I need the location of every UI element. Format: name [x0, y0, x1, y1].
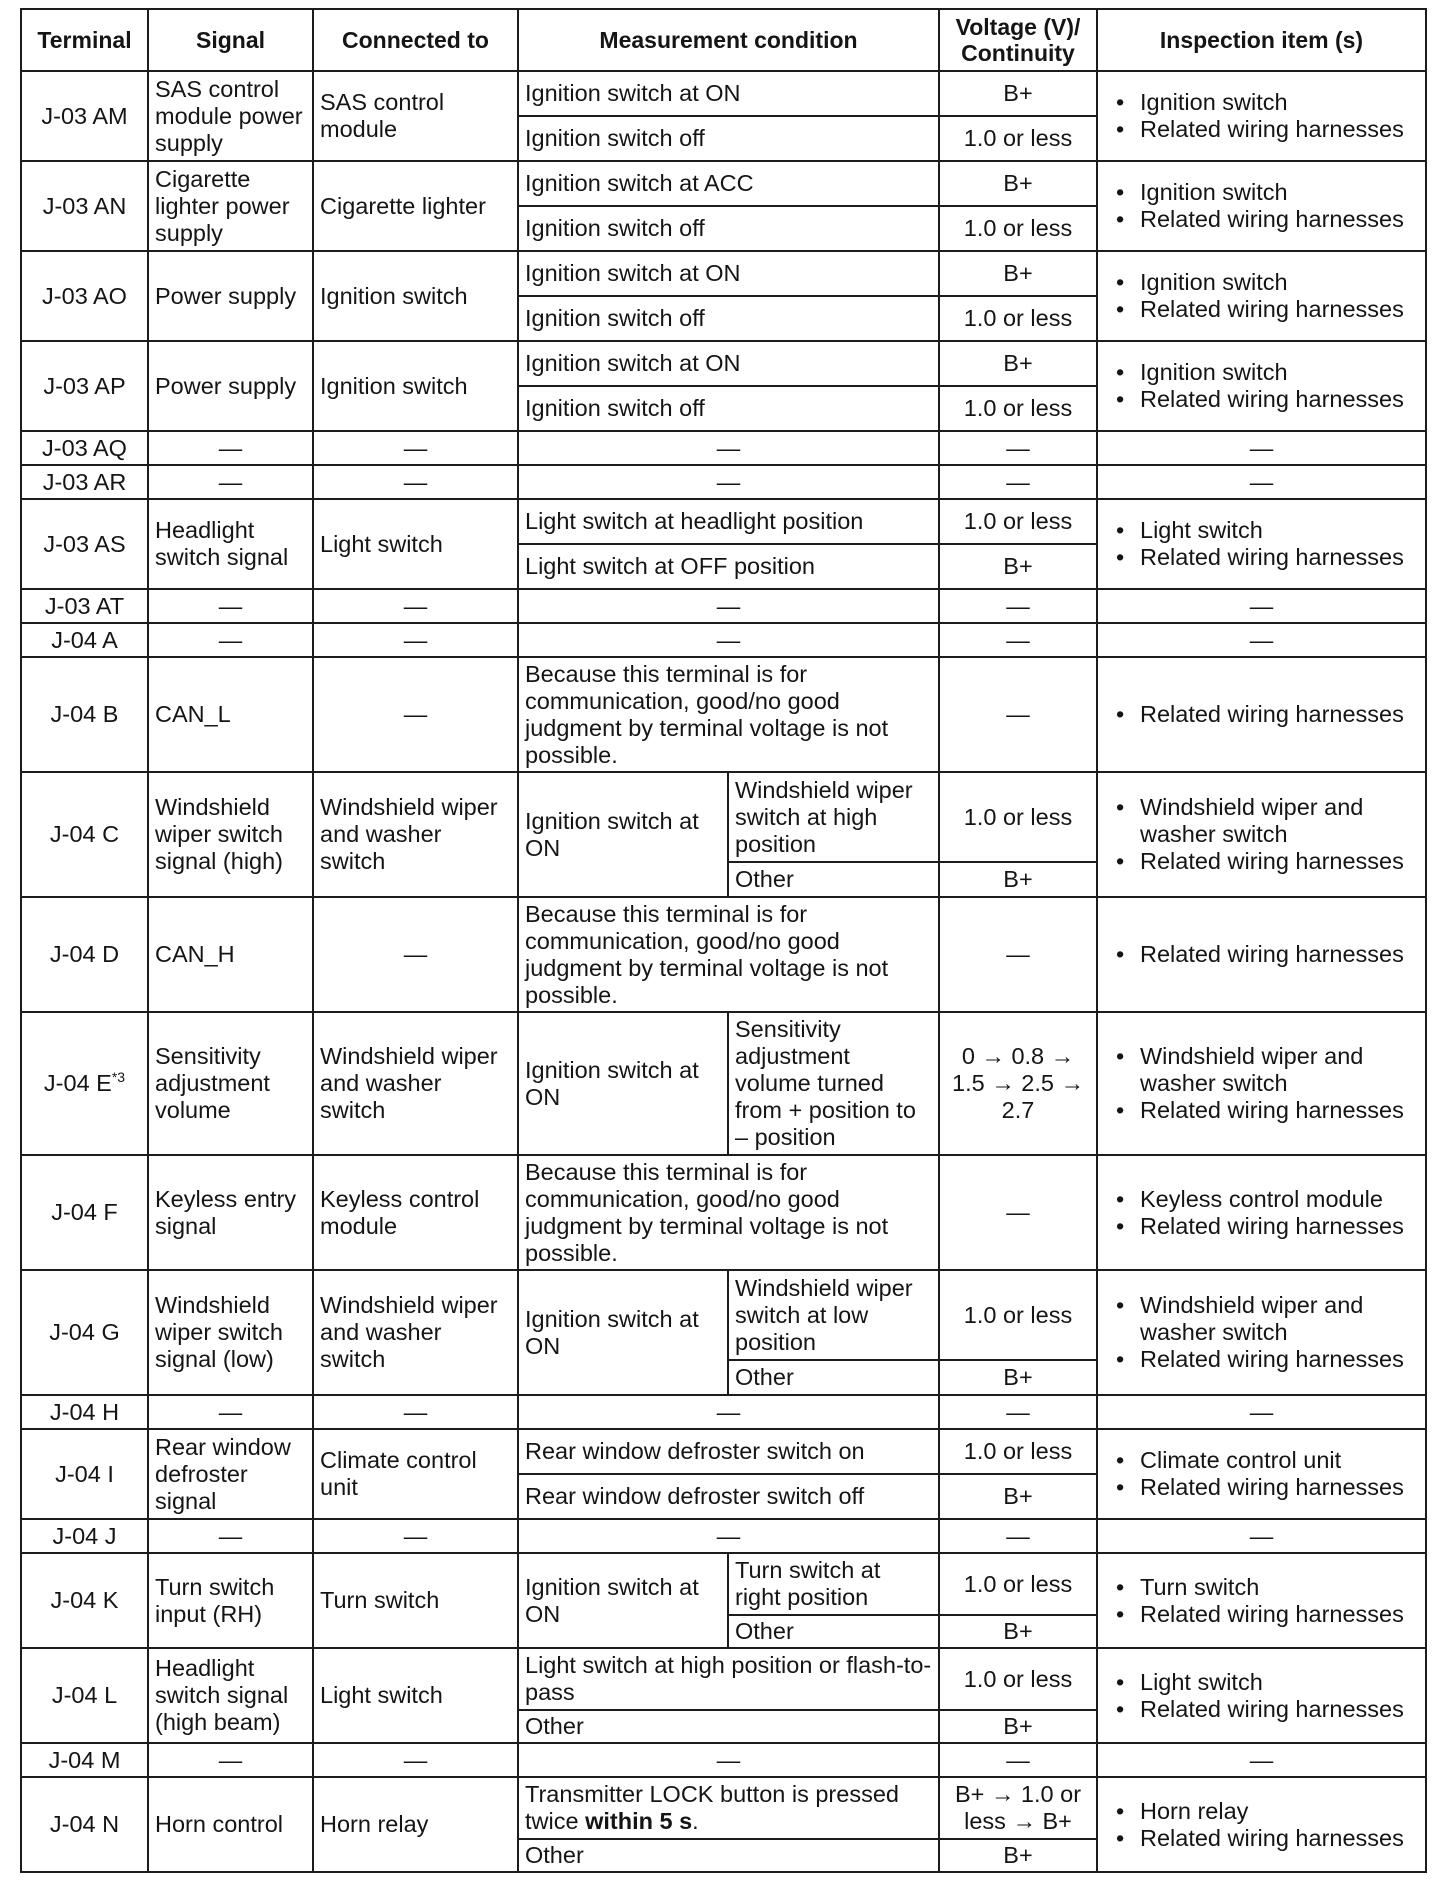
voltage-cell: 1.0 or less — [939, 296, 1097, 341]
bullet: • — [1116, 1447, 1125, 1473]
empty-dash — [518, 431, 939, 465]
table-row — [21, 431, 1426, 465]
bullet: • — [1116, 359, 1125, 385]
sub-condition-cell: Other — [728, 862, 939, 897]
table-row — [21, 1743, 1426, 1777]
table-row — [21, 657, 1426, 772]
condition-cell: Other — [518, 1839, 939, 1872]
terminal-cell: J-03 AN — [21, 161, 148, 251]
dash-mark: — — [218, 626, 243, 653]
empty-dash — [1097, 1519, 1426, 1553]
bullet: • — [1116, 1346, 1125, 1372]
voltage-cell: B+ — [939, 862, 1097, 897]
bullet: • — [1116, 1573, 1125, 1600]
terminal-cell: J-04 F — [21, 1155, 148, 1270]
inspection-cell: • Related wiring harnesses — [1097, 657, 1426, 772]
dash-mark: — — [1249, 434, 1274, 461]
signal-cell: Rear window defroster signal — [148, 1429, 313, 1519]
voltage-cell: 1.0 or less — [939, 499, 1097, 544]
dash-mark: — — [1006, 1398, 1030, 1425]
empty-dash — [313, 1519, 518, 1553]
empty-dash — [518, 465, 939, 499]
empty-dash — [939, 657, 1097, 772]
empty-dash — [1097, 431, 1426, 465]
connected-to-cell: SAS control module — [313, 71, 518, 161]
dash-mark: — — [1006, 468, 1030, 495]
sub-condition-cell: Windshield wiper switch at high position — [728, 772, 939, 862]
terminal-cell: J-03 AO — [21, 251, 148, 341]
signal-cell: Windshield wiper switch signal (high) — [148, 772, 313, 897]
bullet: • — [1116, 1668, 1125, 1695]
condition-cell: Rear window defroster switch on — [518, 1429, 939, 1474]
empty-dash — [1097, 1743, 1426, 1777]
inspection-cell: • Windshield wiper and washer switch • Related wiring harnesses — [1097, 1012, 1426, 1155]
table-row — [21, 1777, 1426, 1839]
terminal-cell: J-04 H — [21, 1395, 148, 1429]
table-row — [21, 1012, 1426, 1155]
terminal-cell: J-04 M — [21, 1743, 148, 1777]
bullet: • — [1116, 89, 1125, 115]
dash-mark: — — [1006, 1199, 1030, 1225]
connected-to-cell: Horn relay — [313, 1777, 518, 1872]
table-row — [21, 499, 1426, 544]
connected-to-cell: Ignition switch — [313, 251, 518, 341]
table-row — [21, 1155, 1426, 1270]
condition-cell: Ignition switch at ON — [518, 71, 939, 116]
voltage-cell: 1.0 or less — [939, 1270, 1097, 1360]
signal-cell: CAN_L — [148, 657, 313, 772]
signal-cell: Sensitivity adjustment volume — [148, 1012, 313, 1155]
bullet: • — [1116, 116, 1125, 142]
terminal-cell: J-03 AT — [21, 589, 148, 623]
bullet: • — [1116, 1824, 1125, 1851]
table-row — [21, 1270, 1426, 1360]
dash-mark: — — [1006, 1522, 1030, 1549]
signal-cell: Power supply — [148, 341, 313, 431]
table-row — [21, 589, 1426, 623]
dash-mark: — — [403, 434, 428, 461]
terminal-cell: J-04 N — [21, 1777, 148, 1872]
voltage-cell: 1.0 or less — [939, 1553, 1097, 1615]
bullet: • — [1116, 269, 1125, 295]
condition-cell: Because this terminal is for communication, good/no good judgment by terminal voltage is not possible. — [518, 897, 939, 1012]
table-row — [21, 772, 1426, 862]
condition-cell: Light switch at OFF position — [518, 544, 939, 589]
dash-mark: — — [716, 626, 741, 653]
dash-mark: — — [1249, 1746, 1274, 1773]
terminal-cell: J-04 $E^{*3}$ — [21, 1012, 148, 1155]
terminal-cell: J-04 J — [21, 1519, 148, 1553]
signal-cell: Windshield wiper switch signal (low) — [148, 1270, 313, 1395]
inspection-cell: • Windshield wiper and washer switch • Related wiring harnesses — [1097, 772, 1426, 897]
header-signal: Signal — [148, 9, 313, 71]
empty-dash — [939, 431, 1097, 465]
header-connected-to: Connected to — [313, 9, 518, 71]
connected-to-cell: Windshield wiper and washer switch — [313, 1012, 518, 1155]
table-row — [21, 341, 1426, 386]
empty-dash — [148, 1743, 313, 1777]
dash-mark: — — [218, 1398, 243, 1425]
condition-cell: Because this terminal is for communication, good/no good judgment by terminal voltage is not possible. — [518, 1155, 939, 1270]
voltage-cell: B+ — [939, 544, 1097, 589]
empty-dash — [148, 465, 313, 499]
table-row — [21, 1395, 1426, 1429]
terminal-inspection-table — [20, 8, 1427, 1873]
bullet: • — [1116, 1292, 1125, 1318]
connected-to-cell: Climate control unit — [313, 1429, 518, 1519]
table-row — [21, 161, 1426, 206]
bullet: • — [1116, 1797, 1125, 1824]
empty-dash — [939, 1395, 1097, 1429]
footnote-marker: *3 — [111, 1069, 126, 1086]
condition-cell: Ignition switch off — [518, 206, 939, 251]
terminal-cell: J-03 AP — [21, 341, 148, 431]
bullet: • — [1116, 1212, 1125, 1239]
connected-to-cell: Windshield wiper and washer switch — [313, 1270, 518, 1395]
condition-cell: Ignition switch at ON — [518, 772, 728, 897]
voltage-cell: 1.0 or less — [939, 772, 1097, 862]
table-row — [21, 623, 1426, 657]
voltage-cell: 1.0 or less — [939, 1648, 1097, 1710]
sub-condition-cell: Turn switch at right position — [728, 1553, 939, 1615]
empty-dash — [313, 1743, 518, 1777]
inspection-cell: • Ignition switch • Related wiring harnesses — [1097, 341, 1426, 431]
bullet: • — [1116, 1474, 1125, 1500]
dash-mark: — — [716, 434, 741, 461]
bullet: • — [1116, 848, 1125, 874]
condition-cell: Ignition switch off — [518, 386, 939, 431]
empty-dash — [939, 897, 1097, 1012]
terminal-cell: J-04 I — [21, 1429, 148, 1519]
connected-to-cell: Keyless control module — [313, 1155, 518, 1270]
voltage-cell: B+ — [939, 1360, 1097, 1395]
signal-cell: Keyless entry signal — [148, 1155, 313, 1270]
connected-to-cell: Ignition switch — [313, 341, 518, 431]
signal-cell: CAN_H — [148, 897, 313, 1012]
signal-cell: Headlight switch signal (high beam) — [148, 1648, 313, 1743]
dash-mark: — — [218, 434, 243, 461]
empty-dash — [148, 589, 313, 623]
dash-mark: — — [1249, 1522, 1274, 1549]
terminal-cell: J-03 AQ — [21, 431, 148, 465]
table-row — [21, 897, 1426, 1012]
voltage-cell: B+ — [939, 251, 1097, 296]
empty-dash — [148, 431, 313, 465]
connected-to-cell: Turn switch — [313, 1553, 518, 1648]
voltage-cell: B+ — [939, 1474, 1097, 1519]
dash-mark: — — [716, 592, 741, 619]
connected-to-cell: Light switch — [313, 499, 518, 589]
dash-mark: — — [1249, 468, 1274, 495]
connected-to-cell: Cigarette lighter — [313, 161, 518, 251]
connected-to-cell: Light switch — [313, 1648, 518, 1743]
dash-mark: — — [218, 1522, 243, 1549]
inspection-cell: • Climate control unit • Related wiring harnesses — [1097, 1429, 1426, 1519]
dash-mark: — — [403, 626, 428, 653]
header-row — [21, 9, 1426, 71]
empty-dash — [939, 1519, 1097, 1553]
signal-cell: Cigarette lighter power supply — [148, 161, 313, 251]
voltage-cell: B+ — [939, 1710, 1097, 1743]
voltage-cell: B+ — [939, 71, 1097, 116]
inspection-cell: • Windshield wiper and washer switch • Related wiring harnesses — [1097, 1270, 1426, 1395]
dash-mark: — — [403, 1746, 428, 1773]
empty-dash — [939, 1743, 1097, 1777]
empty-dash — [939, 623, 1097, 657]
bullet: • — [1116, 206, 1125, 232]
condition-cell: Ignition switch off — [518, 116, 939, 161]
bullet: • — [1116, 1600, 1125, 1627]
dash-mark: — — [403, 468, 428, 495]
condition-cell: Ignition switch at ON — [518, 1012, 728, 1155]
bullet: • — [1116, 179, 1125, 205]
condition-cell: Light switch at high position or flash-to-pass — [518, 1648, 939, 1710]
bullet: • — [1116, 1695, 1125, 1722]
signal-cell: Headlight switch signal — [148, 499, 313, 589]
dash-mark: — — [218, 468, 243, 495]
empty-dash — [313, 1395, 518, 1429]
voltage-cell: 0 → 0.8 → 1.5 → 2.5 → 2.7 — [939, 1012, 1097, 1155]
table-row — [21, 1648, 1426, 1710]
condition-cell: Ignition switch off — [518, 296, 939, 341]
bullet: • — [1116, 296, 1125, 322]
terminal-cell: J-04 B — [21, 657, 148, 772]
terminal-cell: J-03 AR — [21, 465, 148, 499]
empty-dash — [518, 589, 939, 623]
dash-mark: — — [1006, 1746, 1030, 1773]
bullet: • — [1116, 701, 1125, 727]
empty-dash — [939, 589, 1097, 623]
inspection-cell: • Horn relay • Related wiring harnesses — [1097, 1777, 1426, 1872]
sub-condition-cell: Other — [728, 1360, 939, 1395]
voltage-cell: B+ — [939, 1615, 1097, 1648]
bullet: • — [1116, 386, 1125, 412]
condition-cell: Ignition switch at ON — [518, 1553, 728, 1648]
inspection-cell: • Turn switch • Related wiring harnesses — [1097, 1553, 1426, 1648]
voltage-cell: 1.0 or less — [939, 1429, 1097, 1474]
empty-dash — [313, 431, 518, 465]
bullet: • — [1116, 1185, 1125, 1212]
dash-mark: — — [403, 941, 428, 967]
dash-mark: — — [1249, 592, 1274, 619]
condition-cell: Ignition switch at ACC — [518, 161, 939, 206]
dash-mark: — — [1006, 941, 1030, 967]
terminal-cell: J-04 D — [21, 897, 148, 1012]
empty-dash — [518, 1395, 939, 1429]
dash-mark: — — [403, 701, 428, 727]
table-row — [21, 465, 1426, 499]
signal-cell: Turn switch input (RH) — [148, 1553, 313, 1648]
dash-mark: — — [218, 592, 243, 619]
inspection-cell: • Keyless control module • Related wiring harnesses — [1097, 1155, 1426, 1270]
condition-cell: Rear window defroster switch off — [518, 1474, 939, 1519]
dash-mark: — — [1249, 1398, 1274, 1425]
condition-cell: Light switch at headlight position — [518, 499, 939, 544]
bullet: • — [1116, 1043, 1125, 1069]
condition-cell: Ignition switch at ON — [518, 1270, 728, 1395]
connected-to-cell: Windshield wiper and washer switch — [313, 772, 518, 897]
header-inspection-items: Inspection item (s) — [1097, 9, 1426, 71]
empty-dash — [148, 1395, 313, 1429]
voltage-cell: B+ — [939, 341, 1097, 386]
voltage-cell: 1.0 or less — [939, 206, 1097, 251]
terminal-cell: J-04 G — [21, 1270, 148, 1395]
header-voltage-continuity: Voltage (V)/ Continuity — [939, 9, 1097, 71]
dash-mark: — — [218, 1746, 243, 1773]
dash-mark: — — [1006, 701, 1030, 727]
empty-dash — [518, 1743, 939, 1777]
sub-condition-cell: Windshield wiper switch at low position — [728, 1270, 939, 1360]
dash-mark: — — [716, 1522, 741, 1549]
empty-dash — [939, 1155, 1097, 1270]
condition-cell: Ignition switch at ON — [518, 341, 939, 386]
bullet: • — [1116, 544, 1125, 570]
empty-dash — [1097, 1395, 1426, 1429]
dash-mark: — — [716, 468, 741, 495]
inspection-cell: • Ignition switch • Related wiring harnesses — [1097, 71, 1426, 161]
dash-mark: — — [403, 1522, 428, 1549]
empty-dash — [1097, 465, 1426, 499]
empty-dash — [313, 465, 518, 499]
bullet: • — [1116, 1097, 1125, 1123]
inspection-cell: • Ignition switch • Related wiring harnesses — [1097, 251, 1426, 341]
voltage-cell: B+ → 1.0 or less → B+ — [939, 1777, 1097, 1839]
empty-dash — [148, 1519, 313, 1553]
voltage-cell: 1.0 or less — [939, 116, 1097, 161]
terminal-cell: J-04 L — [21, 1648, 148, 1743]
voltage-cell: 1.0 or less — [939, 386, 1097, 431]
inspection-cell: • Related wiring harnesses — [1097, 897, 1426, 1012]
empty-dash — [313, 897, 518, 1012]
condition-cell: Because this terminal is for communication, good/no good judgment by terminal voltage is not possible. — [518, 657, 939, 772]
inspection-cell: • Light switch • Related wiring harnesses — [1097, 1648, 1426, 1743]
signal-cell: Horn control — [148, 1777, 313, 1872]
signal-cell: Power supply — [148, 251, 313, 341]
terminal-inspection-table-page — [20, 8, 1425, 1873]
empty-dash — [939, 465, 1097, 499]
bullet: • — [1116, 941, 1125, 967]
dash-mark: — — [403, 1398, 428, 1425]
sub-condition-cell: Sensitivity adjustment volume turned from + position to – position — [728, 1012, 939, 1155]
empty-dash — [313, 657, 518, 772]
empty-dash — [313, 623, 518, 657]
empty-dash — [518, 1519, 939, 1553]
sub-condition-cell: Other — [728, 1615, 939, 1648]
bullet: • — [1116, 794, 1125, 820]
bullet: • — [1116, 517, 1125, 543]
inspection-cell: • Light switch • Related wiring harnesses — [1097, 499, 1426, 589]
terminal-cell: J-04 K — [21, 1553, 148, 1648]
dash-mark: — — [1006, 592, 1030, 619]
header-terminal: Terminal — [21, 9, 148, 71]
terminal-cell: J-03 AS — [21, 499, 148, 589]
empty-dash — [1097, 589, 1426, 623]
table-row — [21, 251, 1426, 296]
dash-mark: — — [1249, 626, 1274, 653]
voltage-cell: B+ — [939, 161, 1097, 206]
empty-dash — [313, 589, 518, 623]
dash-mark: — — [716, 1746, 741, 1773]
table-row — [21, 1429, 1426, 1474]
dash-mark: — — [403, 592, 428, 619]
empty-dash — [1097, 623, 1426, 657]
condition-cell: Transmitter LOCK button is pressed twice within 5 s. — [518, 1777, 939, 1839]
dash-mark: — — [716, 1398, 741, 1425]
table-row — [21, 1519, 1426, 1553]
table-row — [21, 71, 1426, 116]
voltage-cell: B+ — [939, 1839, 1097, 1872]
terminal-cell: J-04 A — [21, 623, 148, 657]
signal-cell: SAS control module power supply — [148, 71, 313, 161]
condition-cell: Other — [518, 1710, 939, 1743]
empty-dash — [518, 623, 939, 657]
header-measurement-condition: Measurement condition — [518, 9, 939, 71]
dash-mark: — — [1006, 626, 1030, 653]
terminal-cell: J-04 C — [21, 772, 148, 897]
table-row — [21, 1553, 1426, 1615]
empty-dash — [148, 623, 313, 657]
terminal-cell: J-03 AM — [21, 71, 148, 161]
inspection-cell: • Ignition switch • Related wiring harnesses — [1097, 161, 1426, 251]
condition-cell: Ignition switch at ON — [518, 251, 939, 296]
dash-mark: — — [1006, 434, 1030, 461]
